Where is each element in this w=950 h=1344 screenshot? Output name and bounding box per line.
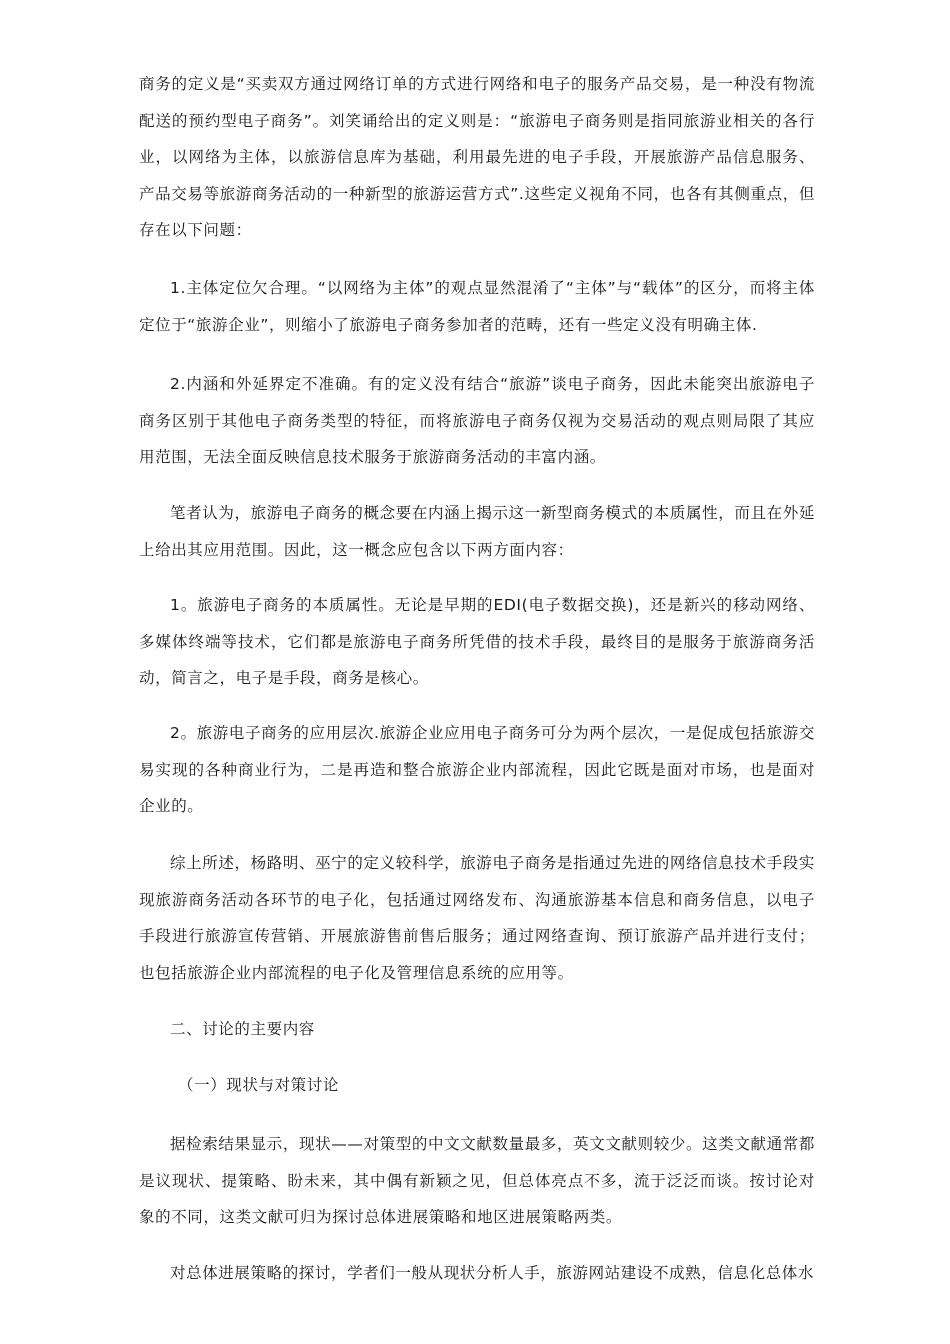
paragraph-author-view: 笔者认为，旅游电子商务的概念要在内涵上揭示这一新型商务模式的本质属性，而且在外延上给出其应用范围。因此，这一概念应包含以下两方面内容： (139, 504, 815, 559)
section-heading: 二、讨论的主要内容 (170, 1020, 315, 1038)
subsection-heading: （一）现状与对策讨论 (178, 1076, 340, 1094)
paragraph-summary-definition: 综上所述，杨路明、巫宁的定义较科学，旅游电子商务是指通过先进的网络信息技术手段实现旅游商务活动各环节的电子化，包括通过网络发布、沟通旅游基本信息和商务信息，以电子手段进行旅游宣传营销、开展旅游售前售后服务；通过网络查询、预订旅游产品并进行支付；也包括旅游企业内部流程的电子化及管理信息系统的应用等。 (139, 854, 815, 982)
paragraph-definition-issues: 商务的定义是“买卖双方通过网络订单的方式进行网络和电子的服务产品交易，是一种没有物流配送的预约型电子商务”。刘笑诵给出的定义则是：“旅游电子商务则是指同旅游业相关的各行业，以网络为主体，以旅游信息库为基础，利用最先进的电子手段，开展旅游产品信息服务、产品交易等旅游商务活动的一种新型的旅游运营方式”.这些定义视角不同，也各有其侧重点，但存在以下问题： (139, 75, 815, 239)
paragraph-issue-subject: 1.主体定位欠合理。“以网络为主体”的观点显然混淆了“主体”与“载体”的区分，而将主体定位于“旅游企业”，则缩小了旅游电子商务参加者的范畴，还有一些定义没有明确主体. (139, 279, 815, 334)
paragraph-issue-scope: 2.内涵和外延界定不准确。有的定义没有结合“旅游”谈电子商务，因此未能突出旅游电子商务区别于其他电子商务类型的特征，而将旅游电子商务仅视为交易活动的观点则局限了其应用范围，无法全面反映信息技术服务于旅游商务活动的丰富内涵。 (139, 375, 815, 466)
paragraph-essential-attribute: 1。旅游电子商务的本质属性。无论是早期的EDI(电子数据交换)，还是新兴的移动网络、多媒体终端等技术，它们都是旅游电子商务所凭借的技术手段，最终目的是服务于旅游商务活动，简言之，电子是手段，商务是核心。 (139, 596, 815, 687)
paragraph-application-level: 2。旅游电子商务的应用层次.旅游企业应用电子商务可分为两个层次，一是促成包括旅游交易实现的各种商业行为，二是再造和整合旅游企业内部流程，因此它既是面对市场，也是面对企业的。 (139, 724, 815, 815)
paragraph-overall-strategy: 对总体进展策略的探讨，学者们一般从现状分析人手，旅游网站建设不成熟，信息化总体水 (170, 1264, 815, 1282)
paragraph-status-strategy: 据检索结果显示，现状——对策型的中文文献数量最多，英文文献则较少。这类文献通常都是议现状、提策略、盼未来，其中偶有新颖之见，但总体亮点不多，流于泛泛而谈。按讨论对象的不同，这类文献可归为探讨总体进展策略和地区进展策略两类。 (139, 1135, 815, 1226)
